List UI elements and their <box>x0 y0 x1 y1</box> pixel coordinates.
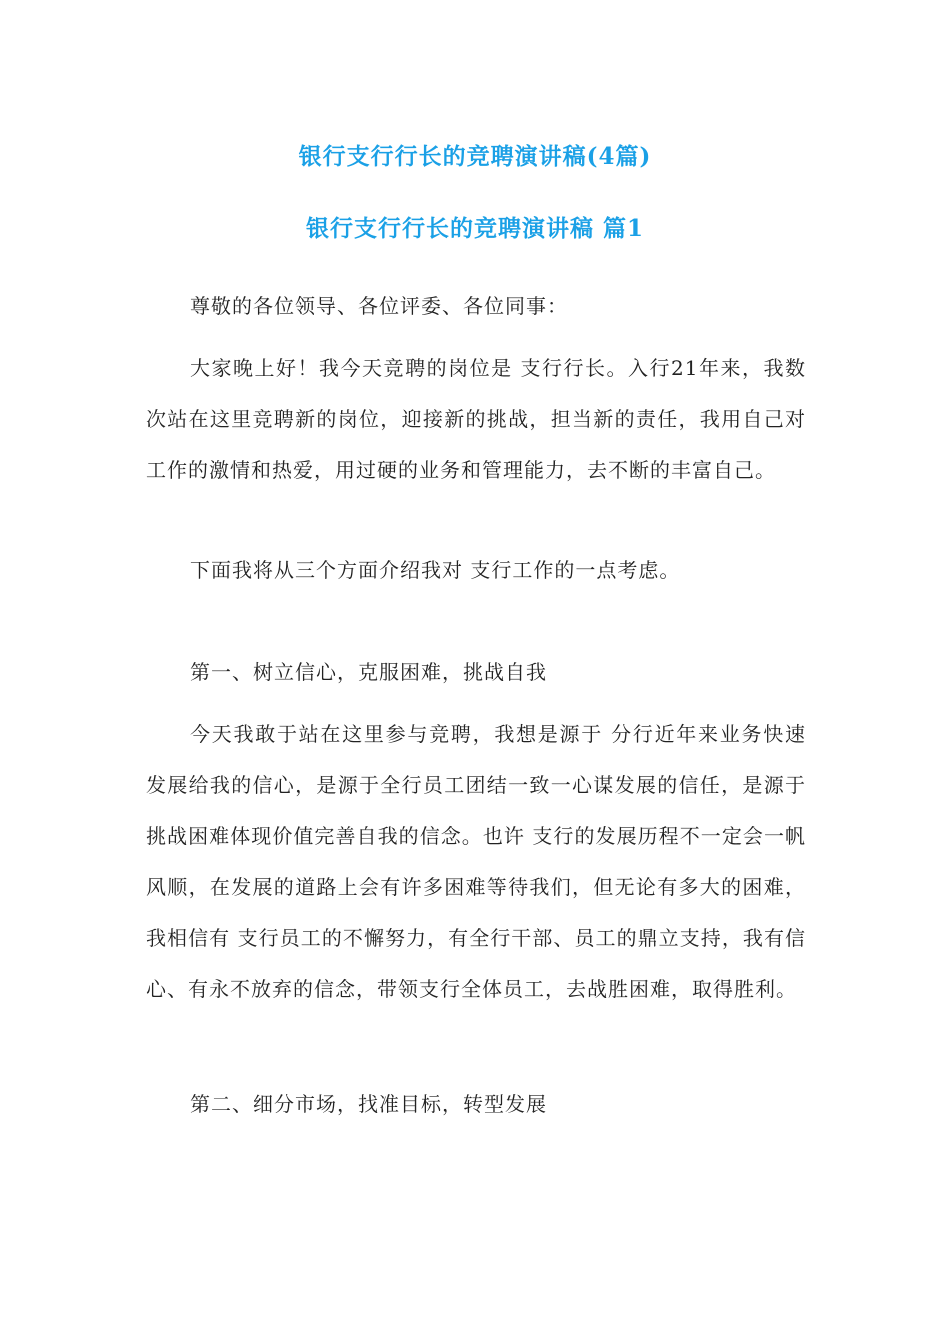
document-title: 银行支行行长的竞聘演讲稿(4篇) <box>298 143 652 170</box>
paragraph-greeting: 尊敬的各位领导、各位评委、各位同事： <box>190 294 568 318</box>
paragraph-heading-first: 第一、树立信心，克服困难，挑战自我 <box>190 660 547 684</box>
paragraph-introduction: 大家晚上好！我今天竞聘的岗位是 支行行长。入行21年来，我数次站在这里竞聘新的岗位，迎接新的挑战，担当新的责任，我用自己对工作的激情和热爱，用过硬的业务和管理能力，去不断的丰富自己。 <box>146 356 806 482</box>
paragraph-heading-second: 第二、细分市场，找准目标，转型发展 <box>190 1092 547 1116</box>
section-title: 银行支行行长的竞聘演讲稿 篇1 <box>305 215 644 242</box>
paragraph-outline: 下面我将从三个方面介绍我对 支行工作的一点考虑。 <box>190 558 681 582</box>
paragraph-first-body: 今天我敢于站在这里参与竞聘，我想是源于 分行近年来业务快速发展给我的信心，是源于全行员工团结一致一心谋发展的信任，是源于挑战困难体现价值完善自我的信念。也许 支行的发展历程不一定会一帆风顺，在发展的道路上会有许多困难等待我们，但无论有多大的困难，我相信有 支行员工的不懈努力，有全行干部、员工的鼎立支持，我有信心、有永不放弃的信念，带领支行全体员工，去战胜困难，取得胜利。 <box>146 722 806 1001</box>
